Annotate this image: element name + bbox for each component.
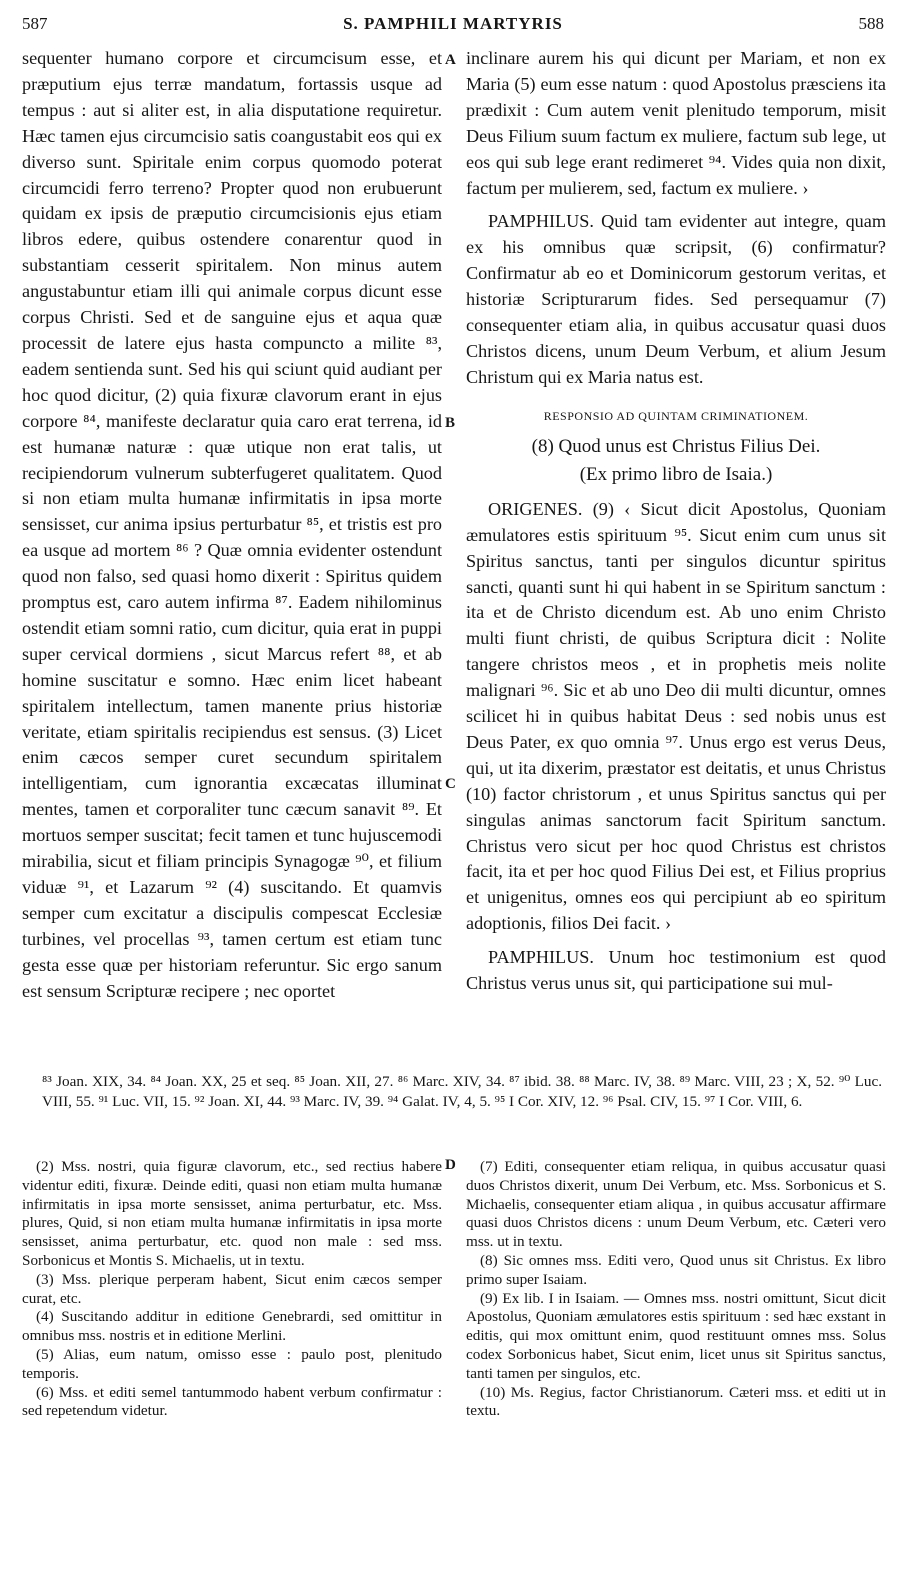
footnote: (4) Suscitando additur in editione Genebrardi, sed omittitur in omnibus mss. nostris et in editione Merlini. <box>22 1308 442 1345</box>
margin-letter-b: B <box>445 415 456 431</box>
paragraph: inclinare aurem his qui dicunt per Mariam, et non ex Maria (5) eum esse natum : quod Apostolus præsciens ita prædixit : Cum autem venit plenitudo temporum, misit Deus Filium suum factum ex muliere, factum sub lege, ut eos qui sub lege erant redimeret ⁹⁴. Vides quia non dixit, factum per mulierem, sed, factum ex muliere. › <box>466 48 886 198</box>
footnotes-right <box>466 1158 886 1488</box>
section-heading: RESPONSIO AD QUINTAM CRIMINATIONEM. <box>543 408 809 423</box>
page-number-left: 587 <box>22 14 48 33</box>
scripture-references: ⁸³ Joan. XIX, 34. ⁸⁴ Joan. XX, 25 et seq. ⁸⁵ Joan. XII, 27. ⁸⁶ Marc. XIV, 34. ⁸⁷ ibid. 38. ⁸⁸ Marc. IV, 38. ⁸⁹ Marc. VIII, 23 ; X, 52. ⁹⁰ Luc. VIII, 55. ⁹¹ Luc. VII, 15. ⁹² Joan. XI, 44. ⁹³ Marc. IV, 39. ⁹⁴ Galat. IV, 4, 5. ⁹⁵ I Cor. XIV, 12. ⁹⁶ Psal. CIV, 15. ⁹⁷ I Cor. VIII, 6. <box>42 1073 882 1110</box>
footnotes-left <box>22 1158 442 1488</box>
footnote: (7) Editi, consequenter etiam reliqua, in quibus accusatur quasi duos Christos dixerit, unum Dei Verbum, etc. Mss. Sorbonicus et S. Michaelis, consequenter etiam aliqua , in quibus accusatur affirmare quasi duos Christos dicens : unum Deum Verbum, etc. Cæteri vero mss. ut in textu. <box>466 1158 886 1251</box>
footnote: (2) Mss. nostri, quia figuræ clavorum, etc., sed rectius habere videntur editi, fixuræ. Deinde editi, quasi non etiam multa humanæ infirmitatis in ipsa morte sensisset, anima perturbatur, etc. Mss. plures, Quid, si non etiam multa humanæ infirmitatis in ipsa morte sensisset, anima perturbatur, etc. quod non male : sed mss. Sorbonicus et Montis S. Michaelis, ut in textu. <box>22 1158 442 1269</box>
running-title: S. PAMPHILI MARTYRIS <box>343 14 563 33</box>
margin-letter-a: A <box>445 52 456 68</box>
margin-letter-c: C <box>445 776 456 792</box>
running-header <box>22 14 884 38</box>
paragraph: PAMPHILUS. Unum hoc testimonium est quod Christus verus unus sit, qui participatione sui mul- <box>466 947 886 994</box>
right-text-column <box>466 46 886 1042</box>
paragraph: PAMPHILUS. Quid tam evidenter aut integre, quam ex his omnibus quæ scripsit, (6) confirmatur? Confirmatur ab eo et Dominicorum gestorum veritas, et historiæ Scripturarum fides. Sed persequamur (7) consequenter etiam alia, in quibus accusatur quasi duos Christos dicens, unum Deum Verbum, et alium Jesum Christum qui ex Maria natus est. <box>466 211 886 387</box>
section-source: (Ex primo libro de Isaia.) <box>579 463 773 485</box>
footnote: (3) Mss. plerique perperam habent, Sicut enim cæcos semper curat, etc. <box>22 1270 442 1307</box>
footnote: (9) Ex lib. I in Isaiam. — Omnes mss. nostri omittunt, Sicut dicit Apostolus, Quoniam æmulatores estis spirituum : sed hæc exstant in editis, qui mox omittunt enim, quod restituunt omnes mss. Solus codex Sorbonicus habet, Sicut enim, licet unus sit Spiritus sanctus, tanti tamen per singulos, etc. <box>466 1289 886 1382</box>
margin-letter-d: D <box>445 1157 456 1173</box>
footnote: (5) Alias, eum natum, omisso esse : paulo post, plenitudo temporis. <box>22 1345 442 1382</box>
section-title: (8) Quod unus est Christus Filius Dei. <box>531 435 821 457</box>
page-number-right: 588 <box>858 14 884 33</box>
footnote: (8) Sic omnes mss. Editi vero, Quod unus sit Christus. Ex libro primo super Isaiam. <box>466 1251 886 1288</box>
paragraph: ORIGENES. (9) ‹ Sicut dicit Apostolus, Quoniam æmulatores estis spirituum ⁹⁵. Sicut enim cum unus sit Spiritus sanctus, tanti per singulos dicuntur spiritus sancti, quanti sunt hi qui habent in se Spiritum sanctum : ita et de Christo dicendum est. Ab uno enim Christo multi fiunt christi, de quibus Scriptura dicit : Nolite tangere christos meos , et in prophetis meis nolite malignari ⁹⁶. Sic et ab uno Deo dii multi dicuntur, omnes scilicet hi in quibus habitat Deus : sed nobis unus est Deus Pater, ex quo omnia ⁹⁷. Unus ergo est verus Deus, qui, ut ita dixerim, præstator est deitatis, et unus Christus (10) factor christorum , et unus Spiritus sanctus qui per singulas animas sanctorum facit Spiritum sanctum. Christus vero sicut per hoc quod Christus est christos facit, ita et per hoc quod Filius Dei est, et Filius proprius et unigenitus, omnes eos qui percipiunt ab eo spiritum adoptionis, filios Dei facit. › <box>466 498 886 934</box>
paragraph: sequenter humano corpore et circumcisum esse, et præputium ejus terræ mandatum, fortassis usque ad tempus : aut si aliter est, in alia disputatione requiretur. Hæc tamen ejus circumcisio satis coangustabit eos qui ex diverso sunt. Spiritale enim corpus quomodo poterat circumcidi ferro terreno? Propter quod non erubuerunt quidam ex ipsis de præputio circumcisionis ejus etiam libros edere, quibus ostendere conarentur quod in substantiam cesserit spiritalem. Non minus autem angustabuntur etiam illi qui animale corpus dicunt esse corpus Christi. Sed et de sanguine ejus et aqua quæ processit de latere ejus hasta compuncto a milite ⁸³, eadem sentienda sunt. Sed his qui sciunt quid audiant per hoc quod dicitur, (2) quia fixuræ clavorum erant in ejus corpore ⁸⁴, manifeste declaratur quia caro erat terrena, id est humanæ naturæ : quæ utique non erat talis, ut recipiendorum vulnerum subterfugeret qualitatem. Quod si non etiam multa humanæ infirmitatis in ipsa morte sensisset, cur anima ipsius perturbatur ⁸⁵, et tristis est pro ea usque ad mortem ⁸⁶ ? Quæ omnia evidenter ostendunt quod non falso, sed quasi homo dixerit : Spiritus quidem promptus est, caro autem infirma ⁸⁷. Eadem nihilominus ostendit etiam somni ratio, cum dicitur, quia erat in puppi super cervical dormiens , sicut Marcus refert ⁸⁸, et ab homine suscitatur e somno. Hæc enim licet habeant spiritalem intellectum, tamen manente prius historiæ veritate, etiam spiritalis recipiendus est sensus. (3) Licet enim cæcos semper curet secundum spiritalem intelligentiam, cum ignorantia excæcatas illuminat mentes, tamen et corporaliter tunc cæcum sanavit ⁸⁹. Et mortuos semper suscitat; fecit tamen et tunc hujuscemodi mirabilia, sicut et filiam principis Synagogæ ⁹⁰, et filium viduæ ⁹¹, et Lazarum ⁹² (4) suscitando. Et quamvis semper cum excitatur a discipulis compescat Ecclesiæ turbines, vel procellas ⁹³, tamen certum est etiam tunc gesta esse quæ per historiam referuntur. Sic ergo sanum est sensum Scripturæ recipere ; nec oportet <box>22 48 442 1001</box>
left-text-column <box>22 46 442 1042</box>
footnote: (10) Ms. Regius, factor Christianorum. Cæteri mss. et editi ut in textu. <box>466 1383 886 1420</box>
footnote: (6) Mss. et editi semel tantummodo habent verbum confirmatur : sed repetendum videtur. <box>22 1383 442 1420</box>
